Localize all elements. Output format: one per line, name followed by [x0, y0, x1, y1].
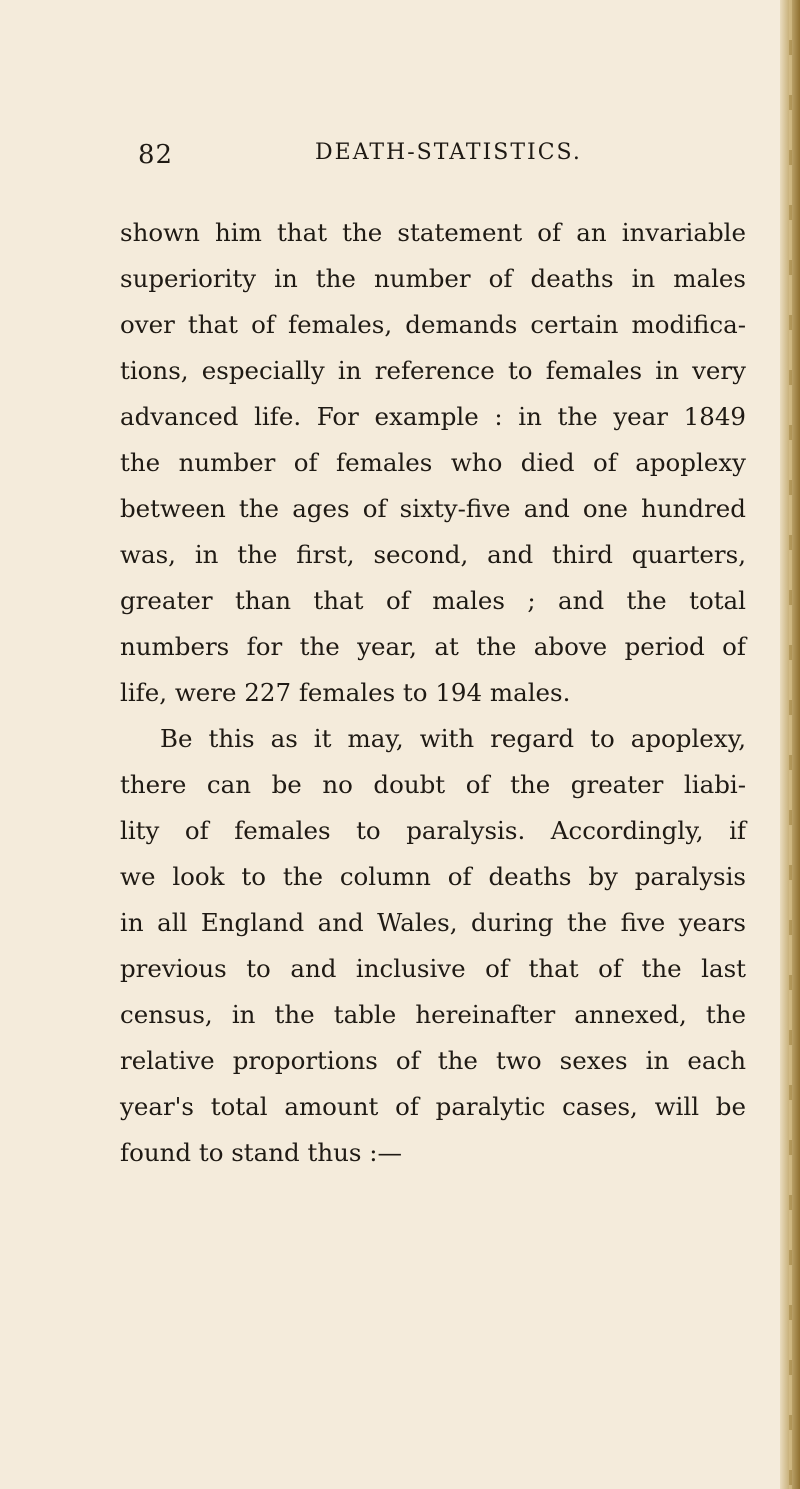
- text-line: census, in the table hereinafter annexed, the: [120, 1000, 746, 1029]
- text-line: in all England and Wales, during the five years: [120, 908, 746, 937]
- text-line: was, in the first, second, and third quarters,: [120, 540, 746, 569]
- text-line: lity of females to paralysis. Accordingly, if: [120, 816, 746, 845]
- page-edge-stripe: [789, 0, 792, 1489]
- text-line: tions, especially in reference to females in very: [120, 356, 746, 385]
- text-line: relative proportions of the two sexes in each: [120, 1046, 746, 1075]
- text-line: the number of females who died of apoplexy: [120, 448, 746, 477]
- text-line: between the ages of sixty-five and one hundred: [120, 494, 746, 523]
- running-head: [120, 140, 740, 176]
- text-line: there can be no doubt of the greater liabi-: [120, 770, 746, 799]
- body-text: [120, 210, 746, 1176]
- text-line: found to stand thus :—: [120, 1138, 403, 1167]
- text-line: previous to and inclusive of that of the last: [120, 954, 746, 983]
- text-line: greater than that of males ; and the total: [120, 586, 746, 615]
- page-title: DEATH-STATISTICS.: [315, 140, 582, 165]
- text-line: life, were 227 females to 194 males.: [120, 678, 571, 707]
- text-line: advanced life. For example : in the year 1849: [120, 402, 746, 431]
- text-line: Be this as it may, with regard to apoplexy,: [160, 724, 746, 753]
- text-line: year's total amount of paralytic cases, will be: [120, 1092, 746, 1121]
- text-line: we look to the column of deaths by paralysis: [120, 862, 746, 891]
- text-line: over that of females, demands certain modifica-: [120, 310, 746, 339]
- page-number: 82: [138, 140, 174, 170]
- text-line: superiority in the number of deaths in males: [120, 264, 746, 293]
- text-line: numbers for the year, at the above period of: [120, 632, 746, 661]
- text-line: shown him that the statement of an invariable: [120, 218, 746, 247]
